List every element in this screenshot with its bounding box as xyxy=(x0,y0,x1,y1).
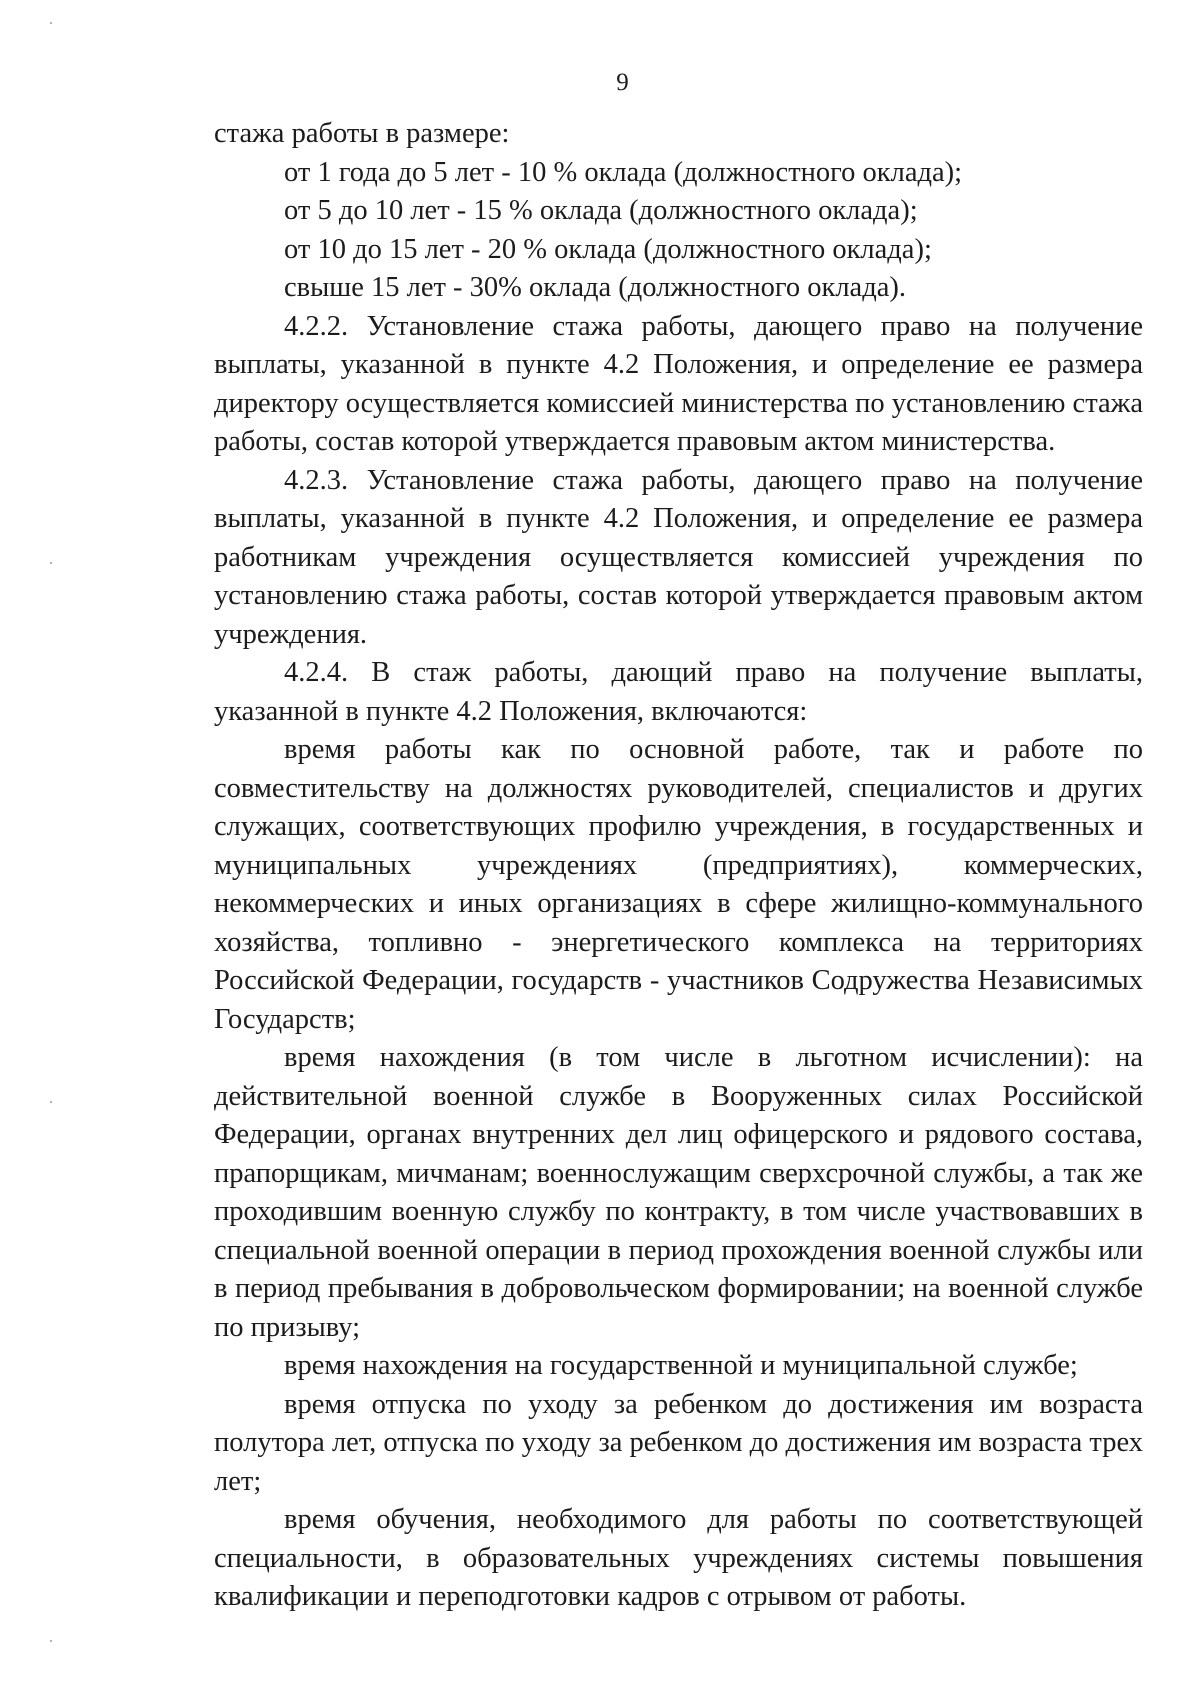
paragraph-4-2-2: 4.2.2. Установление стажа работы, дающего право на получение выплаты, указанной в пункте 4.2 Положения, и определение ее размера директору осуществляется комиссией министерства по установлению стажа работы, состав которой утверждается правовым актом министерства. xyxy=(214,310,1143,457)
paragraph-civil-service: время нахождения на государственной и муниципальной службе; xyxy=(284,1350,1078,1381)
paragraph-military-service: время нахождения (в том числе в льготном исчислении): на действительной военной службе в Вооруженных силах Российской Федерации, органах внутренних дел лиц офицерского и рядового состава, прапорщикам, мичманам; военнослужащим сверхсрочной службы, а так же проходившим военную службу по контракту, в том числе участвовавших в специальной военной операции в период прохождения военной службы или в период пребывания в добровольческом формировании; на военной службе по призыву; xyxy=(214,1042,1143,1343)
paragraph-continuation: стажа работы в размере: xyxy=(214,118,510,149)
paragraph-tier-10-15-years: от 10 до 15 лет - 20 % оклада (должностного оклада); xyxy=(284,233,932,265)
document-body xyxy=(214,115,1143,1617)
paragraph-tier-5-10-years: от 5 до 10 лет - 15 % оклада (должностного оклада); xyxy=(284,195,918,226)
scan-dot xyxy=(50,1640,52,1642)
paragraph-4-2-4: 4.2.4. В стаж работы, дающий право на получение выплаты, указанной в пункте 4.2 Положения, включаются: xyxy=(214,657,1143,727)
paragraph-parental-leave: время отпуска по уходу за ребенком до достижения им возраста полутора лет, отпуска по уходу за ребенком до достижения им возраста трех лет; xyxy=(214,1388,1143,1497)
scan-dot xyxy=(50,562,52,564)
paragraph-training: время обучения, необходимого для работы по соответствующей специальности, в образовательных учреждениях системы повышения квалификации и переподготовки кадров с отрывом от работы. xyxy=(214,1504,1143,1612)
scan-dot xyxy=(50,1101,52,1103)
scan-dot xyxy=(50,22,52,24)
paragraph-4-2-3: 4.2.3. Установление стажа работы, дающего право на получение выплаты, указанной в пункте 4.2 Положения, и определение ее размера работникам учреждения осуществляется комиссией учреждения по установлению стажа работы, состав которой утверждается правовым актом учреждения. xyxy=(214,464,1143,650)
paragraph-tier-1-5-years: от 1 года до 5 лет - 10 % оклада (должностного оклада); xyxy=(284,156,963,188)
paragraph-tier-over-15-years: свыше 15 лет - 30% оклада (должностного оклада). xyxy=(284,272,906,303)
paragraph-work-time: время работы как по основной работе, так и работе по совместительству на должностях руководителей, специалистов и других служащих, соответствующих профилю учреждения, в государственных и муниципальных учреждениях (предприятиях), коммерческих, некоммерческих и иных организациях в сфере жилищно-коммунального хозяйства, топливно - энергетического комплекса на территориях Российской Федерации, государств - участников Содружества Независимых Государств; xyxy=(214,734,1143,1035)
page-number: 9 xyxy=(616,69,629,96)
